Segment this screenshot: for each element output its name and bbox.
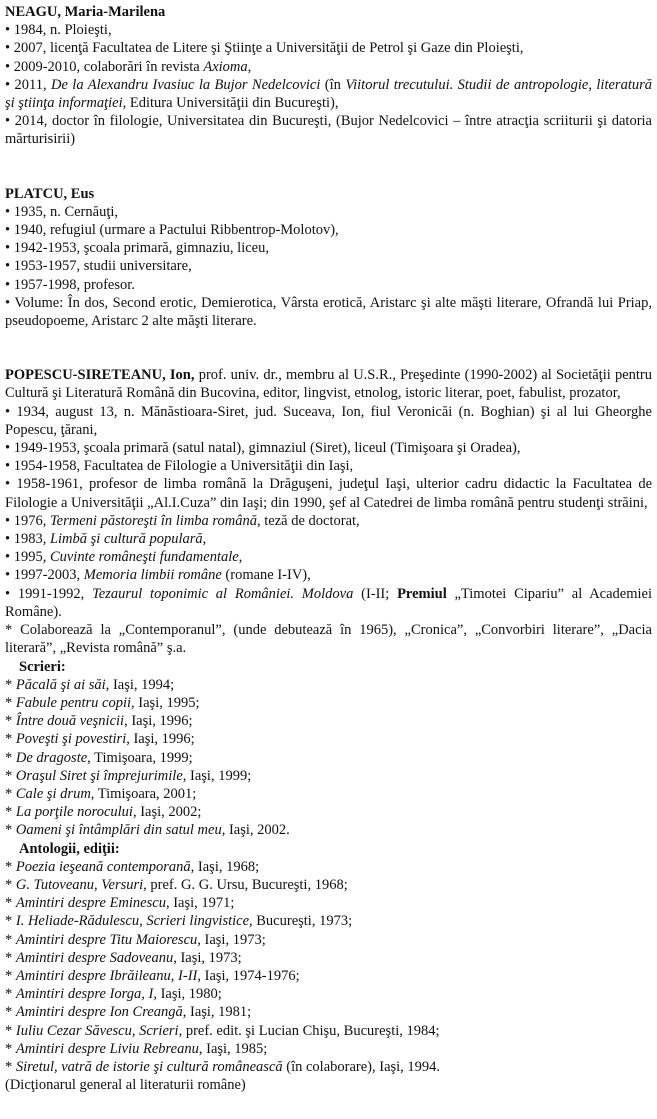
- work-details: , Iaşi, 1996;: [126, 731, 195, 748]
- source-note: (Dicţionarul general al literaturii române): [5, 1077, 246, 1094]
- work-title: Păcală şi ai săi: [15, 676, 106, 693]
- work-title: Amintiri despre Ion Creangă: [15, 1004, 183, 1021]
- work-details: , Timişoara, 1999;: [87, 749, 193, 766]
- document-page: [5, 3, 652, 1094]
- entry-line: • 1934, august 13, n. Mănăstioara-Siret, jud. Suceava, Ion, fiul Veronicăi (n. Boghian) şi al lui Gheorghe Popescu, ţărani,: [5, 403, 652, 438]
- entry-line: • 1976, Termeni păstoreşti în limba română, teză de doctorat,: [5, 512, 360, 529]
- entry-line: • 1940, refugiul (urmare a Pactului Ribbentrop-Molotov),: [5, 222, 339, 239]
- work-title: I. Heliade-Rădulescu, Scrieri lingvistice: [15, 913, 250, 930]
- entry-line: • 2007, licenţă Facultatea de Litere şi Ştiinţe a Universităţii de Petrol şi Gaze din Ploieşti,: [5, 40, 524, 57]
- work-title: Amintiri despre Liviu Rebreanu: [15, 1040, 199, 1057]
- work-details: , Iaşi, 1985;: [198, 1040, 268, 1057]
- list-item: * Amintiri despre Liviu Rebreanu, Iaşi, 1985;: [5, 1040, 268, 1057]
- list-item: * Amintiri despre Sadoveanu, Iaşi, 1973;: [5, 949, 242, 966]
- entry-line: • 1949-1953, şcoala primară (satul natal), gimnaziul (Siret), liceul (Timişoara şi Oradea),: [5, 440, 521, 457]
- work-title: Amintiri despre Iorga, I,: [15, 986, 157, 1003]
- work-details: , Timişoara, 2001;: [90, 785, 197, 802]
- entry-line: • 1942-1953, şcoala primară, gimnaziu, liceu,: [5, 240, 269, 257]
- entry-line: • 2014, doctor în filologie, Universitatea din Bucureşti, (Bujor Nedelcovici – între atracţia scriiturii şi datoria mărturisirii): [5, 113, 652, 148]
- work-title: Poezia ieşeană contemporană: [15, 858, 191, 875]
- work-details: , Iaşi, 1999;: [182, 767, 252, 784]
- entry-line: • 1935, n. Cernăuţi,: [5, 203, 119, 220]
- work-details: , Iaşi, 1973;: [173, 949, 242, 966]
- work-details: , Iaşi, 1968;: [190, 858, 260, 875]
- list-item: * Fabule pentru copii, Iaşi, 1995;: [5, 694, 200, 711]
- spacer: [5, 149, 652, 167]
- list-item: * Amintiri despre Ibrăileanu, I-II, Iaşi, 1974-1976;: [5, 967, 300, 984]
- list-item: * Amintiri despre Titu Maiorescu, Iaşi, 1973;: [5, 931, 266, 948]
- entry-line: * Colaborează la „Contemporanul”, (unde debutează în 1965), „Cronica”, „Convorbiri literare”, „Dacia literară”, „Revista română” ş.a.: [5, 622, 652, 657]
- entry-line: • 1997-2003, Memoria limbii române (romane I-IV),: [5, 567, 311, 584]
- work-details: , pref. edit. şi Lucian Chişu, Bucureşti, 1984;: [178, 1022, 440, 1039]
- spacer: [5, 330, 652, 348]
- work-title: Amintiri despre Ibrăileanu, I-II: [15, 967, 198, 984]
- work-title: Amintiri despre Eminescu: [15, 895, 166, 912]
- list-item: * G. Tutoveanu, Versuri, pref. G. G. Ursu, Bucureşti, 1968;: [5, 876, 348, 893]
- work-details: , Iaşi, 1994;: [105, 676, 175, 693]
- entry-popescu-sireteanu: [5, 366, 652, 1094]
- list-item: * Amintiri despre Ion Creangă, Iaşi, 1981;: [5, 1004, 252, 1021]
- entry-name: PLATCU, Eus: [5, 185, 95, 202]
- entry-line: • 2009-2010, colaborări în revista Axioma,: [5, 58, 252, 75]
- work-title: Cale şi drum: [15, 785, 91, 802]
- list-item: * Iuliu Cezar Săvescu, Scrieri, pref. edit. şi Lucian Chişu, Bucureşti, 1984;: [5, 1022, 440, 1039]
- work-title: G. Tutoveanu, Versuri: [15, 876, 144, 893]
- work-title: Poveşti şi povestiri: [15, 731, 127, 748]
- entry-intro: POPESCU-SIRETEANU, Ion, prof. univ. dr., membru al U.S.R., Preşedinte (1990-2002) al Societăţii pentru Cultură şi Literatură Română din Bucovina, editor, lingvist, etnolog, istoric literar, poet, fabulist, prozator,: [5, 367, 652, 402]
- work-details: (în colaborare), Iaşi, 1994.: [282, 1058, 441, 1075]
- list-item: * Oraşul Siret şi împrejurimile, Iaşi, 1999;: [5, 767, 252, 784]
- list-item: * Oameni şi întâmplări din satul meu, Iaşi, 2002.: [5, 822, 290, 839]
- entry-line: • 1983, Limbă şi cultură populară,: [5, 531, 207, 548]
- entry-line: • 1995, Cuvinte româneşti fundamentale,: [5, 549, 243, 566]
- work-title: Oameni şi întâmplări din satul meu: [15, 822, 222, 839]
- work-details: , Iaşi, 2002.: [221, 822, 290, 839]
- entry-line: • 1984, n. Ploieşti,: [5, 22, 112, 39]
- scrieri-list: [5, 676, 652, 840]
- entry-name: POPESCU-SIRETEANU, Ion,: [5, 367, 195, 384]
- entry-line: • 2011, De la Alexandru Ivasiuc la Bujor Nedelcovici (în Viitorul trecutului. Studii de antropologie, literatură şi ştiinţa informaţiei, Editura Universităţii din Bucureşti),: [5, 76, 652, 112]
- list-item: * Amintiri despre Iorga, I, Iaşi, 1980;: [5, 986, 222, 1003]
- spacer: [5, 167, 652, 185]
- work-title: Între două veşnicii: [15, 713, 125, 730]
- work-details: , Iaşi, 1974-1976;: [197, 967, 300, 984]
- work-details: , Iaşi, 1996;: [124, 713, 193, 730]
- entry-line: • Volume: În dos, Second erotic, Demierotica, Vârsta erotică, Aristarc şi alte măşti literare, Ofrandă lui Priap, pseudopoeme, Aristarc 2 alte măşti literare.: [5, 294, 652, 330]
- list-item: * De dragoste, Timişoara, 1999;: [5, 749, 193, 766]
- list-item: * La porţile norocului, Iaşi, 2002;: [5, 804, 202, 821]
- entry-line: • 1954-1958, Facultatea de Filologie a Universităţii din Iaşi,: [5, 458, 354, 475]
- entry-line: • 1958-1961, profesor de limba română la Drăguşeni, judeţul Iaşi, ulterior cadru didactic la Facultatea de Filologie a Universităţii „Al.I.Cuza” din Iaşi; din 1990, şef al Catedrei de limba română pentru studenţi străini,: [5, 476, 652, 511]
- list-item: * Poezia ieşeană contemporană, Iaşi, 1968;: [5, 858, 260, 875]
- work-title: Oraşul Siret şi împrejurimile: [15, 767, 183, 784]
- work-title: Amintiri despre Titu Maiorescu: [15, 931, 198, 948]
- scrieri-heading: Scrieri:: [19, 658, 66, 675]
- work-title: Siretul, vatră de istorie şi cultură românească: [15, 1058, 283, 1075]
- list-item: * Între două veşnicii, Iaşi, 1996;: [5, 713, 193, 730]
- antologii-heading: Antologii, ediţii:: [19, 840, 120, 857]
- list-item: * I. Heliade-Rădulescu, Scrieri lingvistice, Bucureşti, 1973;: [5, 913, 353, 930]
- work-details: , Iaşi, 1973;: [197, 931, 266, 948]
- work-title: De dragoste: [15, 749, 88, 766]
- work-title: Iuliu Cezar Săvescu, Scrieri: [15, 1022, 179, 1039]
- entry-line: • 1957-1998, profesor.: [5, 276, 135, 293]
- work-title: La porţile norocului: [15, 804, 133, 821]
- work-title: Fabule pentru copii: [15, 694, 132, 711]
- antologii-list: [5, 858, 652, 1076]
- work-title: Amintiri despre Sadoveanu: [15, 949, 174, 966]
- work-details: Iaşi, 1980;: [156, 986, 222, 1003]
- list-item: * Siretul, vatră de istorie şi cultură românească (în colaborare), Iaşi, 1994.: [5, 1058, 441, 1075]
- work-details: , Iaşi, 1981;: [182, 1004, 252, 1021]
- list-item: * Păcală şi ai săi, Iaşi, 1994;: [5, 676, 175, 693]
- work-details: , Iaşi, 1971;: [165, 895, 235, 912]
- list-item: * Cale şi drum, Timişoara, 2001;: [5, 785, 197, 802]
- entry-name: NEAGU, Maria-Marilena: [5, 4, 166, 20]
- entry-line: • 1991-1992, Tezaurul toponimic al României. Moldova (I-II; Premiul „Timotei Cipariu” al Academiei Române).: [5, 585, 653, 620]
- list-item: * Amintiri despre Eminescu, Iaşi, 1971;: [5, 895, 235, 912]
- entry-platcu: [5, 185, 652, 331]
- work-details: , Iaşi, 2002;: [132, 804, 202, 821]
- work-details: , pref. G. G. Ursu, Bucureşti, 1968;: [143, 876, 348, 893]
- list-item: * Poveşti şi povestiri, Iaşi, 1996;: [5, 731, 195, 748]
- work-details: , Bucureşti, 1973;: [249, 913, 353, 930]
- spacer: [5, 348, 652, 366]
- entry-line: • 1953-1957, studii universitare,: [5, 258, 192, 275]
- work-details: , Iaşi, 1995;: [131, 694, 200, 711]
- entry-neagu: [5, 3, 652, 149]
